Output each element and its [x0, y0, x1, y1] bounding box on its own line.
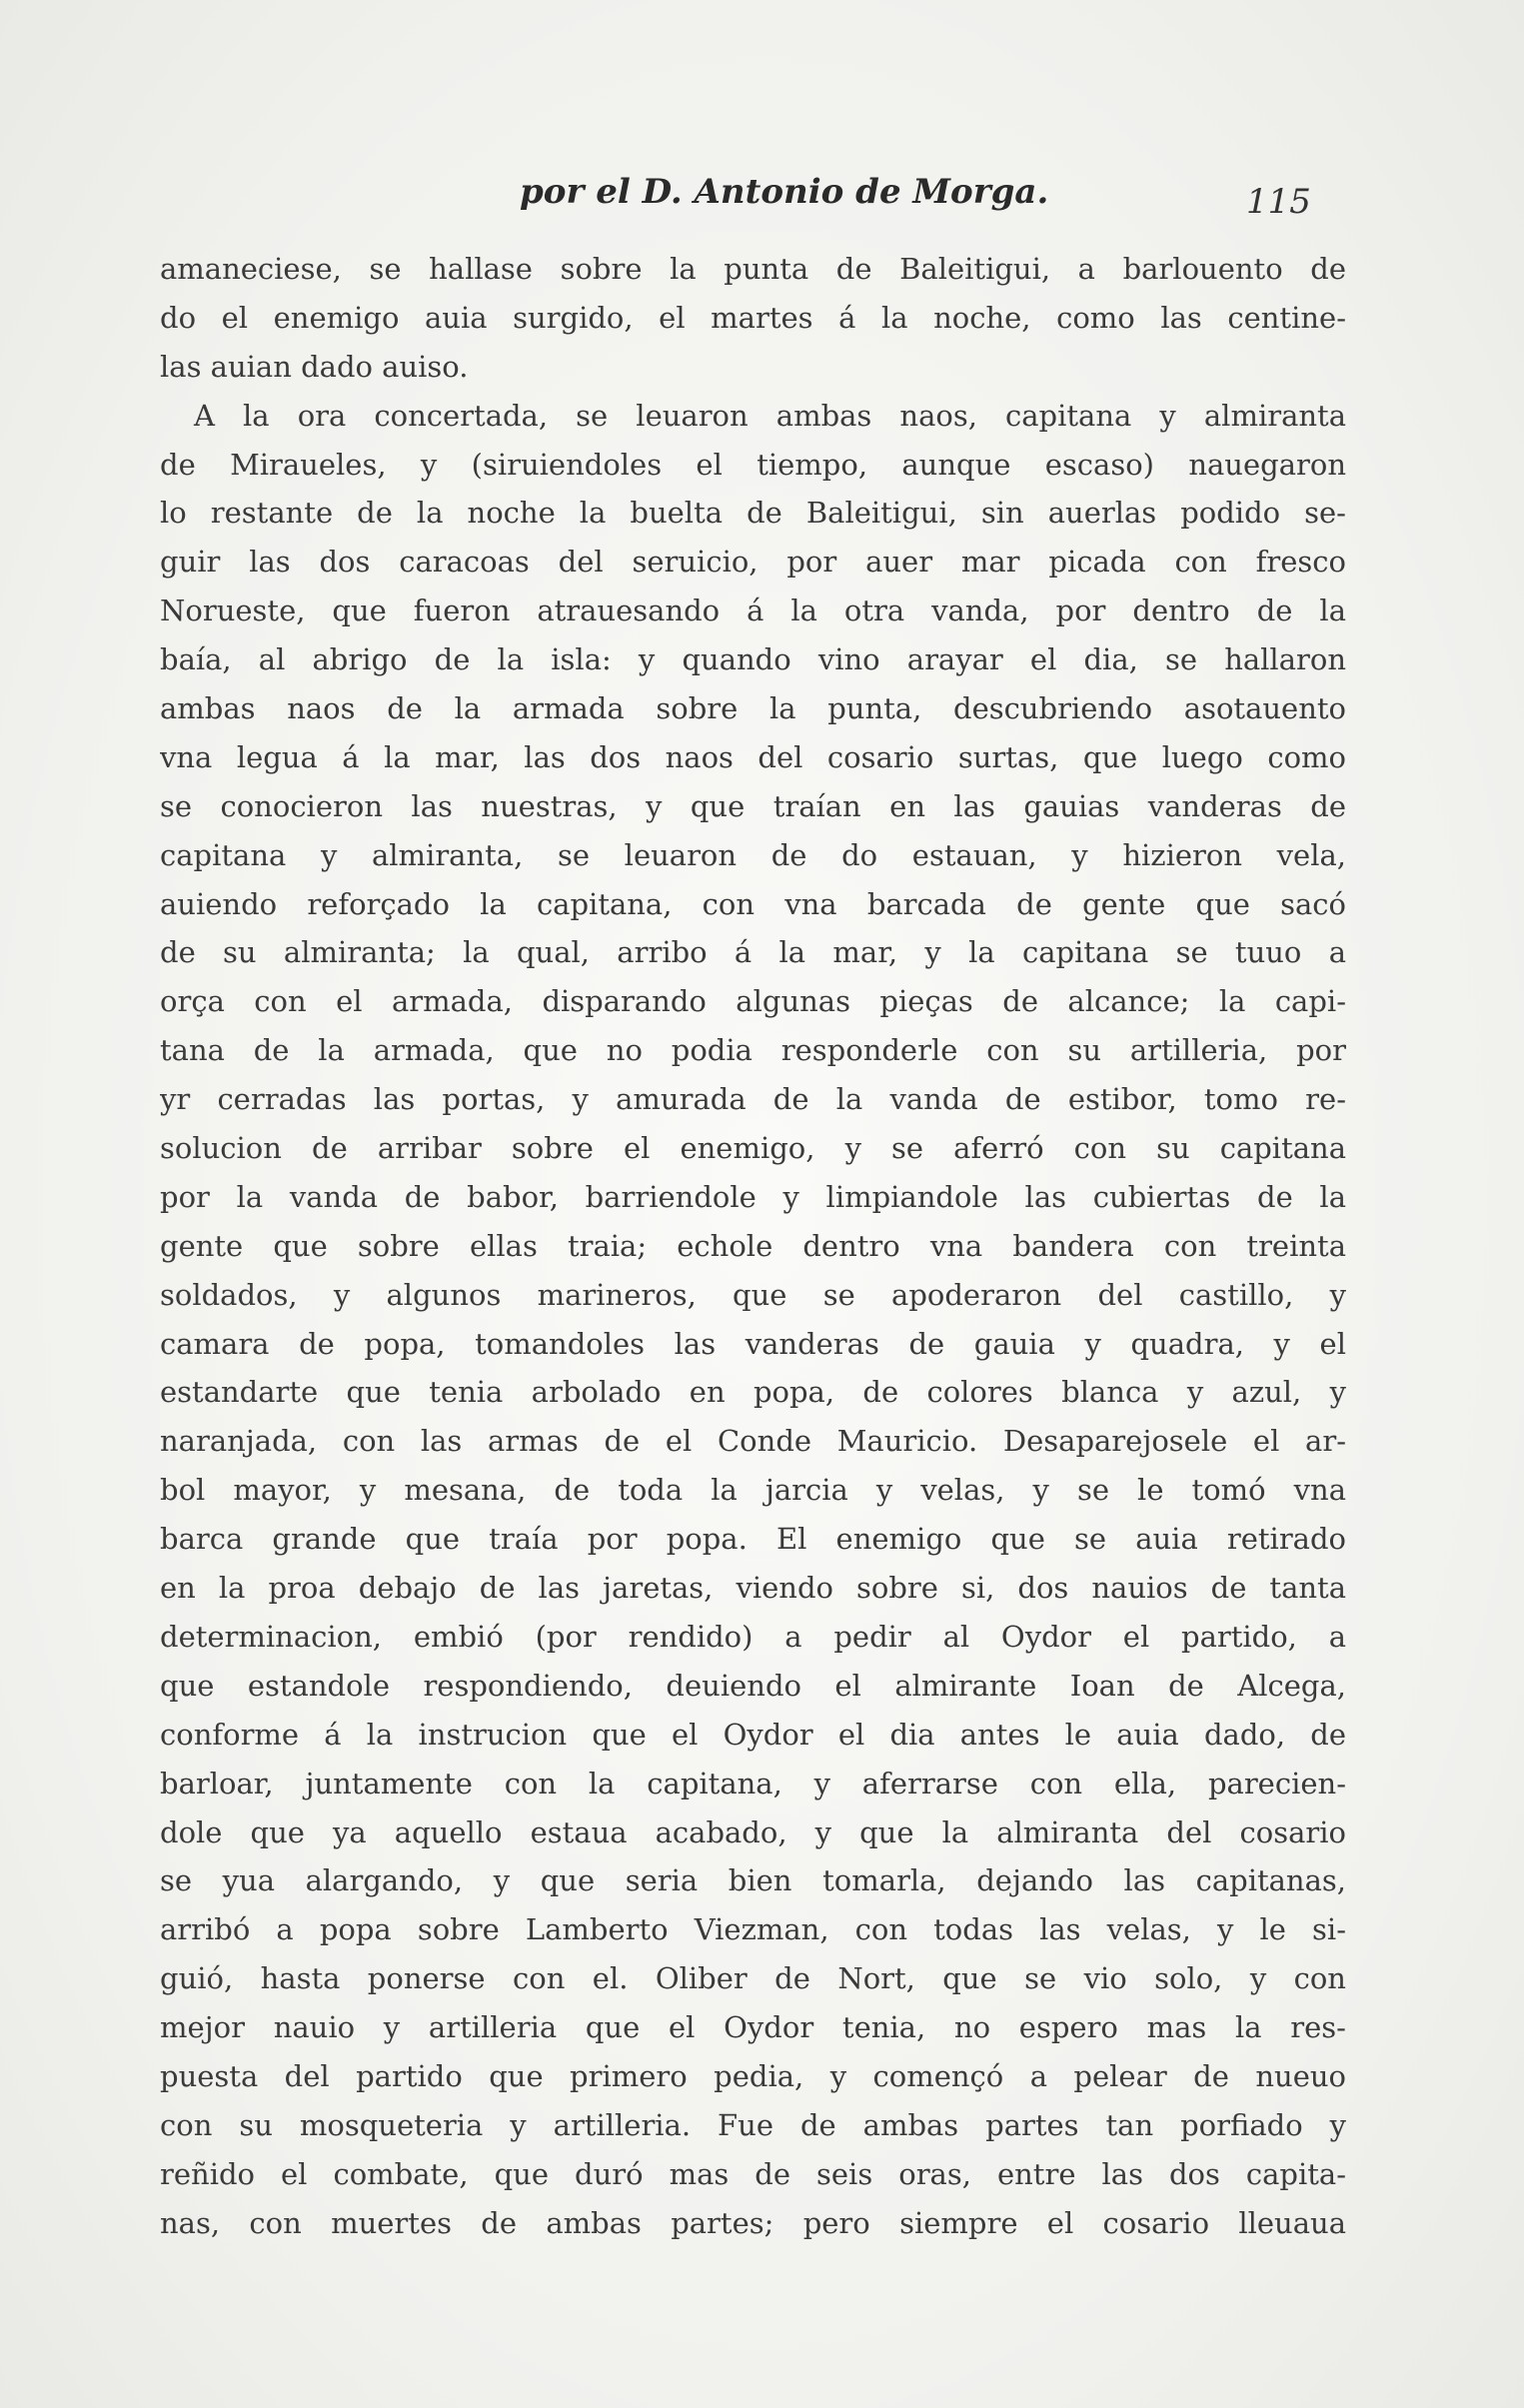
text-line: capitana y almiranta, se leuaron de do estauan, y hizieron vela, [160, 837, 1346, 872]
text-line: bol mayor, y mesana, de toda la jarcia y velas, y se le tomó vna [160, 1473, 1346, 1508]
text-line: dole que ya aquello estaua acabado, y que la almiranta del cosario [160, 1814, 1346, 1849]
text-line: por la vanda de babor, barriendole y limpiandole las cubiertas de la [160, 1179, 1346, 1214]
text-line: amaneciese, se hallase sobre la punta de Baleitigui, a barlouento de [160, 252, 1346, 286]
text-line: ambas naos de la armada sobre la punta, descubriendo asotauento [160, 691, 1346, 726]
text-line: determinacion, embió (por rendido) a pedir al Oydor el partido, a [160, 1619, 1346, 1654]
text-line: se conocieron las nuestras, y que traían en las gauias vanderas de [160, 788, 1346, 823]
text-line: A la ora concertada, se leuaron ambas naos, capitana y almiranta [194, 398, 1346, 433]
text-line: soldados, y algunos marineros, que se apoderaron del castillo, y [160, 1277, 1346, 1312]
text-line: las auian dado auiso. [160, 349, 469, 384]
running-head [0, 172, 1524, 232]
text-line: yr cerradas las portas, y amurada de la vanda de estibor, tomo re- [160, 1082, 1346, 1117]
running-title: por el D. Antonio de Morga. [520, 172, 1049, 212]
text-line: do el enemigo auia surgido, el martes á la noche, como las centine- [160, 300, 1346, 335]
text-line: tana de la armada, que no podia responderle con su artilleria, por [160, 1033, 1346, 1068]
text-line: de Miraueles, y (siruiendoles el tiempo, aunque escaso) nauegaron [160, 447, 1346, 482]
text-line: mejor nauio y artilleria que el Oydor tenia, no espero mas la res- [160, 2010, 1346, 2045]
text-line: guió, hasta ponerse con el. Oliber de Nort, que se vio solo, y con [160, 1961, 1346, 1996]
text-line: gente que sobre ellas traia; echole dentro vna bandera con treinta [160, 1228, 1346, 1263]
text-line: baía, al abrigo de la isla: y quando vino arayar el dia, se hallaron [160, 642, 1346, 677]
text-line: arribó a popa sobre Lamberto Viezman, con todas las velas, y le si- [160, 1912, 1346, 1947]
text-line: de su almiranta; la qual, arribo á la mar, y la capitana se tuuo a [160, 935, 1346, 970]
text-line: barloar, juntamente con la capitana, y aferrarse con ella, parecien- [160, 1766, 1346, 1801]
text-line: Norueste, que fueron atrauesando á la otra vanda, por dentro de la [160, 594, 1346, 628]
body-text [160, 245, 1346, 2248]
text-line: que estandole respondiendo, deuiendo el almirante Ioan de Alcega, [160, 1668, 1346, 1703]
text-line: guir las dos caracoas del seruicio, por auer mar picada con fresco [160, 545, 1346, 580]
text-line: con su mosqueteria y artilleria. Fue de ambas partes tan porfiado y [160, 2107, 1346, 2142]
text-line: naranjada, con las armas de el Conde Mauricio. Desaparejosele el ar- [160, 1424, 1346, 1459]
text-line: solucion de arribar sobre el enemigo, y se aferró con su capitana [160, 1131, 1346, 1166]
text-line: en la proa debajo de las jaretas, viendo sobre si, dos nauios de tanta [160, 1571, 1346, 1606]
text-line: puesta del partido que primero pedia, y començó a pelear de nueuo [160, 2058, 1346, 2093]
page-number: 115 [1246, 182, 1311, 222]
text-line: reñido el combate, que duró mas de seis oras, entre las dos capita- [160, 2156, 1346, 2191]
text-line: camara de popa, tomandoles las vanderas de gauia y quadra, y el [160, 1326, 1346, 1361]
text-line: lo restante de la noche la buelta de Baleitigui, sin auerlas podido se- [160, 496, 1346, 531]
text-line: se yua alargando, y que seria bien tomarla, dejando las capitanas, [160, 1863, 1346, 1898]
text-line: barca grande que traía por popa. El enemigo que se auia retirado [160, 1522, 1346, 1557]
text-line: conforme á la instrucion que el Oydor el dia antes le auia dado, de [160, 1717, 1346, 1752]
text-line: vna legua á la mar, las dos naos del cosario surtas, que luego como [160, 739, 1346, 774]
text-line: estandarte que tenia arbolado en popa, de colores blanca y azul, y [160, 1375, 1346, 1410]
text-line: auiendo reforçado la capitana, con vna barcada de gente que sacó [160, 886, 1346, 921]
text-line: nas, con muertes de ambas partes; pero siempre el cosario lleuaua [160, 2205, 1346, 2240]
text-line: orça con el armada, disparando algunas pieças de alcance; la capi- [160, 984, 1346, 1019]
